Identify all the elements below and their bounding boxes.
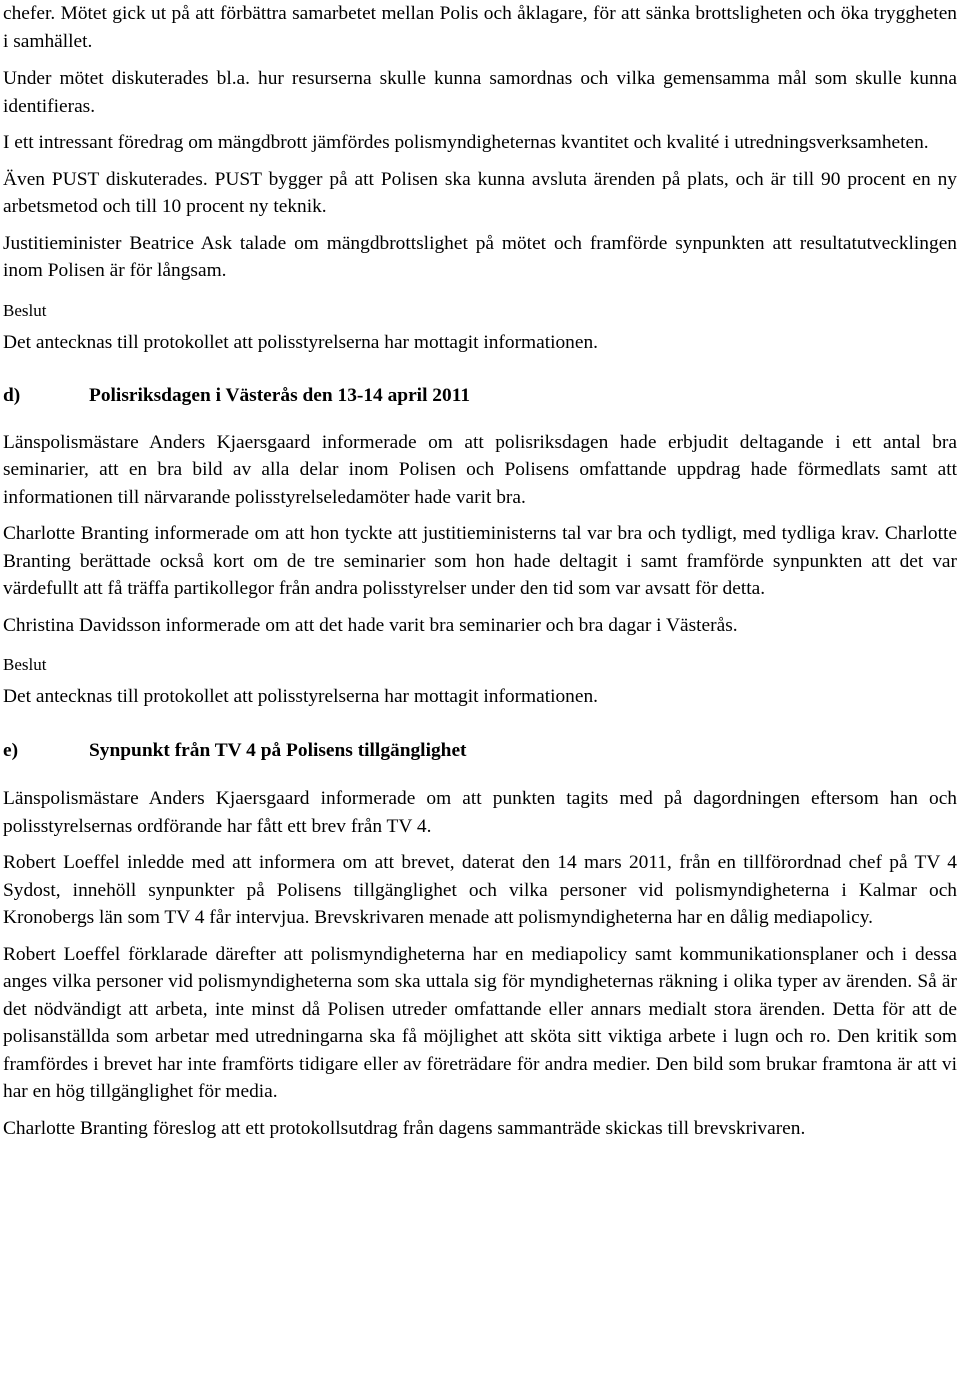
section-heading xyxy=(3,737,957,765)
paragraph: Justitieminister Beatrice Ask talade om mängdbrottslighet på mötet och framförde synpunkten att resultatutvecklingen inom Polisen är för långsam. xyxy=(3,232,957,281)
document-page xyxy=(3,0,957,1142)
beslut-label: Beslut xyxy=(3,655,47,674)
paragraph: chefer. Mötet gick ut på att förbättra samarbetet mellan Polis och åklagare, för att sänka brottsligheten och öka tryggheten i samhället. xyxy=(3,3,957,52)
section-title: Synpunkt från TV 4 på Polisens tillgänglighet xyxy=(89,739,467,761)
paragraph: Christina Davidsson informerade om att det hade varit bra seminarier och bra dagar i Västerås. xyxy=(3,614,738,636)
paragraph: Robert Loeffel inledde med att informera om att brevet, daterat den 14 mars 2011, från en tillförordnad chef på TV 4 Sydost, innehöll synpunkter på Polisens tillgänglighet och vilka personer vid polismyndigheterna i Kalmar och Kronobergs län som TV 4 får intervjua. Brevskrivaren menade att polismyndigheterna har en dålig mediapolicy. xyxy=(3,852,957,928)
section-letter: d) xyxy=(3,385,21,406)
paragraph: Länspolismästare Anders Kjaersgaard informerade om att polisriksdagen hade erbjudit deltagande i ett antal bra seminarier, att en bra bild av alla delar inom Polisen och Polisens omfattande uppdrag hade förmedlats samt att informationen till närvarande polisstyrelseledamöter hade varit bra. xyxy=(3,431,957,508)
paragraph: Robert Loeffel förklarade därefter att polismyndigheterna har en mediapolicy samt kommunikationsplaner och i dessa anges vilka personer vid polismyndigheterna som ska uttala sig för myndigheternas räkning i olika typer av ärenden. Så är det nödvändigt att arbeta, inte minst då Polisen utreder omfattande eller annars medialt stora ärenden. Detta för att de polisanställda som arbetar med utredningarna ska få möjlighet att sköta sitt viktiga arbete i lugn och ro. Den kritik som framfördes i brevet har inte framförts tidigare eller av företrädare för andra medier. Den bild som brukar framtona är att vi har en hög tillgänglighet för media. xyxy=(3,943,957,1102)
section-heading xyxy=(3,382,957,410)
beslut-label: Beslut xyxy=(3,300,47,320)
paragraph: Länspolismästare Anders Kjaersgaard informerade om att punkten tagits med på dagordningen eftersom han och polisstyrelsernas ordförande har fått ett brev från TV 4. xyxy=(3,788,957,837)
paragraph: Charlotte Branting informerade om att hon tyckte att justitieministerns tal var bra och tydligt, med tydliga krav. Charlotte Branting berättade också kort om de tre seminarier som hon hade deltagit i samt framförde synpunkten att det var värdefullt att få träffa partikollegor från andra polisstyrelser under den tid som var avsatt för detta. xyxy=(3,523,957,599)
paragraph: I ett intressant föredrag om mängdbrott jämfördes polismyndigheternas kvantitet och kvalité i utredningsverksamheten. xyxy=(3,132,929,153)
beslut-text: Det antecknas till protokollet att polisstyrelserna har mottagit informationen. xyxy=(3,686,599,707)
beslut-text: Det antecknas till protokollet att polisstyrelserna har mottagit informationen. xyxy=(3,331,599,353)
paragraph: Charlotte Branting föreslog att ett protokollsutdrag från dagens sammanträde skickas till brevskrivaren. xyxy=(3,1117,806,1139)
paragraph: Under mötet diskuterades bl.a. hur resurserna skulle kunna samordnas och vilka gemensamma mål som skulle kunna identifieras. xyxy=(3,68,957,117)
paragraph: Även PUST diskuterades. PUST bygger på att Polisen ska kunna avsluta ärenden på plats, och är till 90 procent en ny arbetsmetod och till 10 procent ny teknik. xyxy=(3,168,957,217)
section-letter: e) xyxy=(3,739,19,761)
section-title: Polisriksdagen i Västerås den 13-14 april 2011 xyxy=(89,385,471,406)
